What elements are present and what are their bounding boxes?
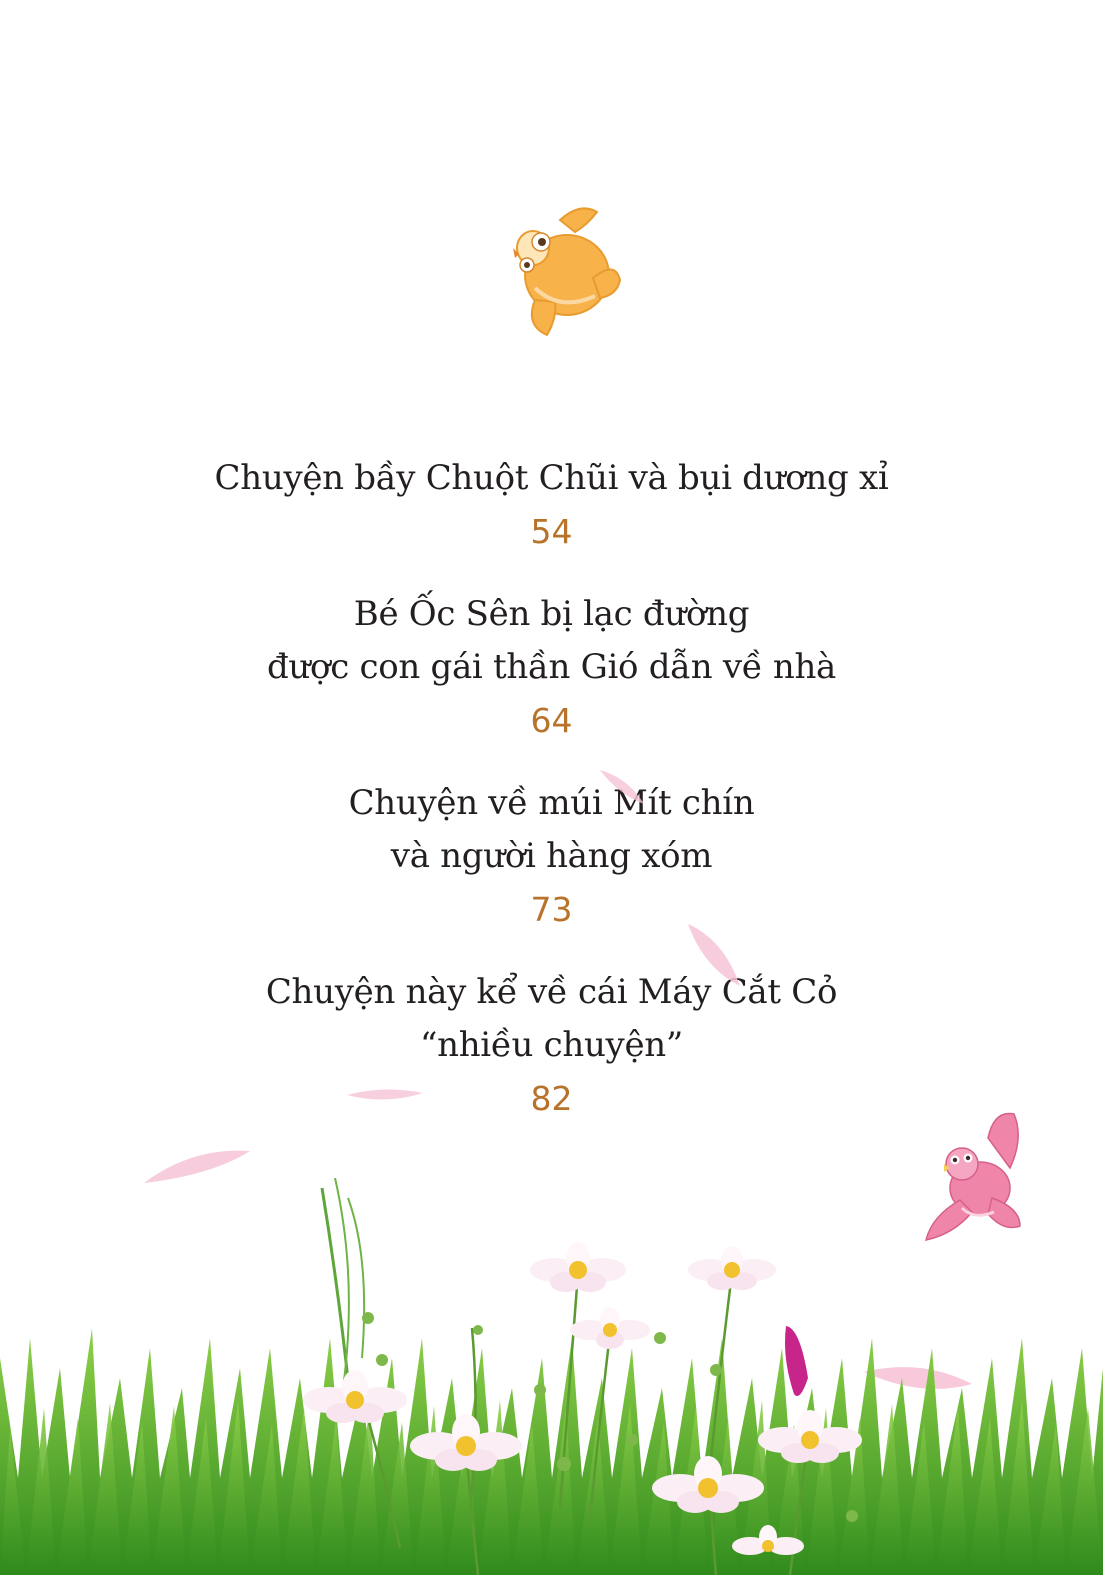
grass-flowers-icon [0, 1178, 1103, 1575]
toc-entry[interactable] [0, 588, 1103, 747]
toc-entry-title-line: Bé Ốc Sên bị lạc đường [353, 594, 750, 634]
toc-entry-page-number: 82 [530, 1079, 573, 1118]
toc-entry-title-line: Chuyện về múi Mít chín [348, 783, 755, 823]
toc-entry-title-line: và người hàng xóm [390, 836, 713, 876]
toc-entry[interactable] [0, 966, 1103, 1125]
pink-petal-icon [684, 920, 744, 990]
toc-entry-title-line: Chuyện này kể về cái Máy Cắt Cỏ [265, 972, 838, 1012]
pink-petal-icon [598, 768, 648, 808]
toc-entry-title-line: “nhiều chuyện” [420, 1025, 683, 1065]
table-of-contents [0, 452, 1103, 1155]
toc-entry-title-line: Chuyện bầy Chuột Chũi và bụi dương xỉ [214, 458, 889, 498]
toc-entry-page-number: 54 [530, 512, 573, 551]
toc-entry-title-line: được con gái thần Gió dẫn về nhà [266, 647, 837, 687]
toc-entry[interactable] [0, 777, 1103, 936]
toc-entry[interactable] [0, 452, 1103, 558]
orange-bird-icon [505, 200, 630, 340]
toc-entry-page-number: 64 [530, 701, 573, 740]
pink-petal-icon [345, 1085, 425, 1105]
toc-entry-page-number: 73 [530, 890, 573, 929]
